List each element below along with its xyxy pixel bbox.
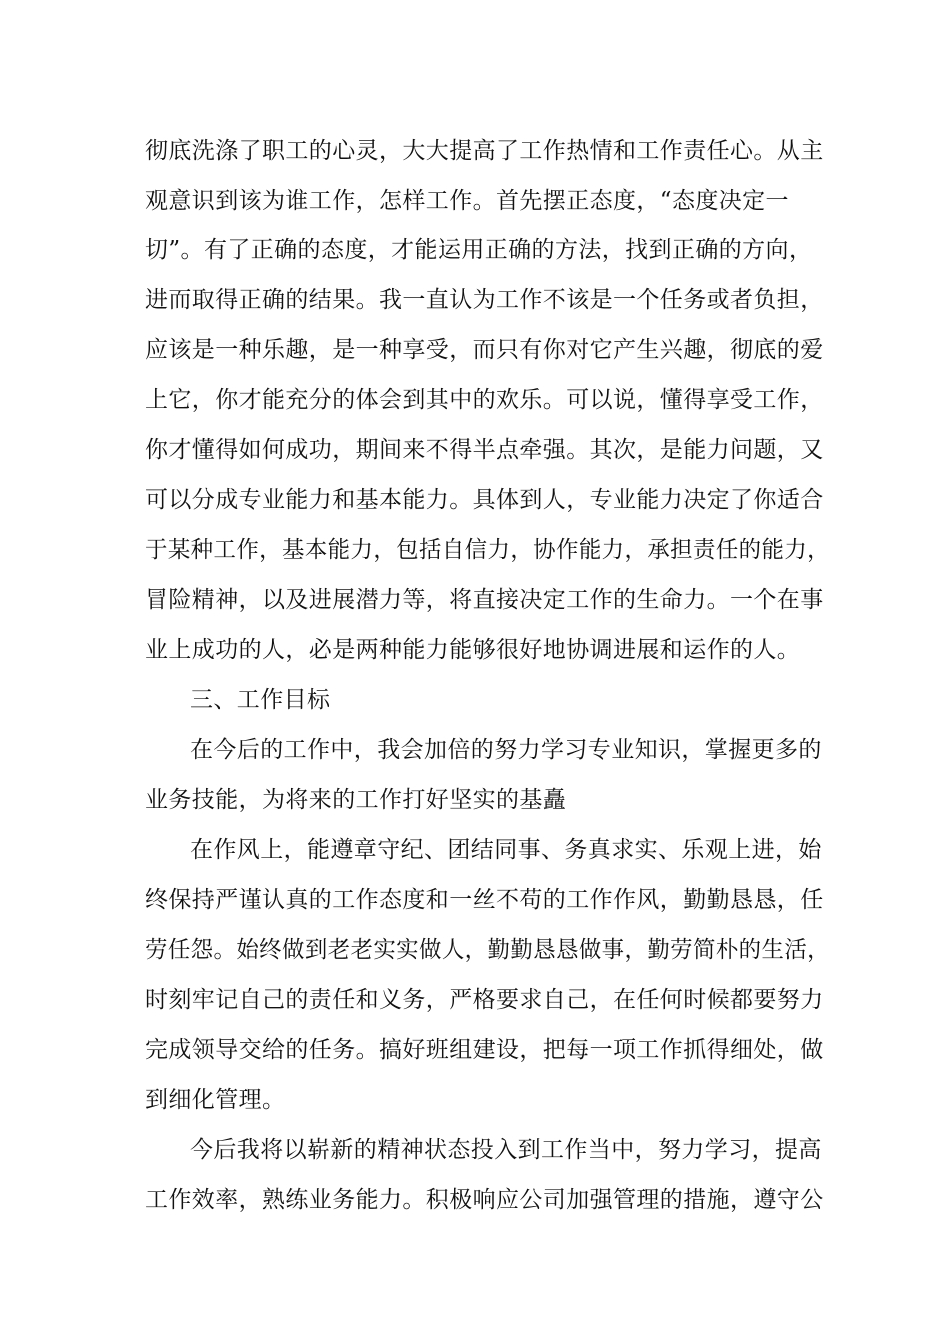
text-line: 今后我将以崭新的精神状态投入到工作当中，努力学习，提高 xyxy=(190,1137,822,1163)
text-line: 到细化管理。 xyxy=(145,1087,286,1113)
section-heading: 三、工作目标 xyxy=(190,687,331,713)
text-line: 应该是一种乐趣，是一种享受，而只有你对它产生兴趣，彻底的爱 xyxy=(145,337,824,363)
text-line: 时刻牢记自己的责任和义务，严格要求自己，在任何时候都要努力 xyxy=(145,987,824,1013)
text-line: 上它，你才能充分的体会到其中的欢乐。可以说，懂得享受工作， xyxy=(145,387,824,413)
text-line: 业务技能，为将来的工作打好坚实的基矗 xyxy=(145,787,567,813)
text-line: 观意识到该为谁工作，怎样工作。首先摆正态度，“态度决定一 xyxy=(145,188,789,214)
text-line: 进而取得正确的结果。我一直认为工作不该是一个任务或者负担， xyxy=(145,287,824,313)
text-line: 可以分成专业能力和基本能力。具体到人，专业能力决定了你适合 xyxy=(145,487,824,513)
text-line: 在作风上，能遵章守纪、团结同事、务真求实、乐观上进，始 xyxy=(190,837,822,863)
text-line: 劳任怨。始终做到老老实实做人，勤勤恳恳做事，勤劳简朴的生活， xyxy=(145,937,831,963)
text-line: 工作效率，熟练业务能力。积极响应公司加强管理的措施，遵守公 xyxy=(145,1187,824,1213)
text-line: 终保持严谨认真的工作态度和一丝不苟的工作作风，勤勤恳恳，任 xyxy=(145,887,824,913)
text-line: 业上成功的人，必是两种能力能够很好地协调进展和运作的人。 xyxy=(145,637,801,663)
text-line: 冒险精神，以及进展潜力等，将直接决定工作的生命力。一个在事 xyxy=(145,587,824,613)
text-line: 切”。有了正确的态度，才能运用正确的方法，找到正确的方向， xyxy=(145,237,813,263)
text-line: 完成领导交给的任务。搞好班组建设，把每一项工作抓得细处，做 xyxy=(145,1037,824,1063)
text-line: 你才懂得如何成功，期间来不得半点牵强。其次，是能力问题，又 xyxy=(145,437,824,463)
text-line: 在今后的工作中，我会加倍的努力学习专业知识，掌握更多的 xyxy=(190,737,822,763)
text-line: 于某种工作，基本能力，包括自信力，协作能力，承担责任的能力， xyxy=(145,537,831,563)
text-line: 彻底洗涤了职工的心灵，大大提高了工作热情和工作责任心。从主 xyxy=(145,138,824,164)
